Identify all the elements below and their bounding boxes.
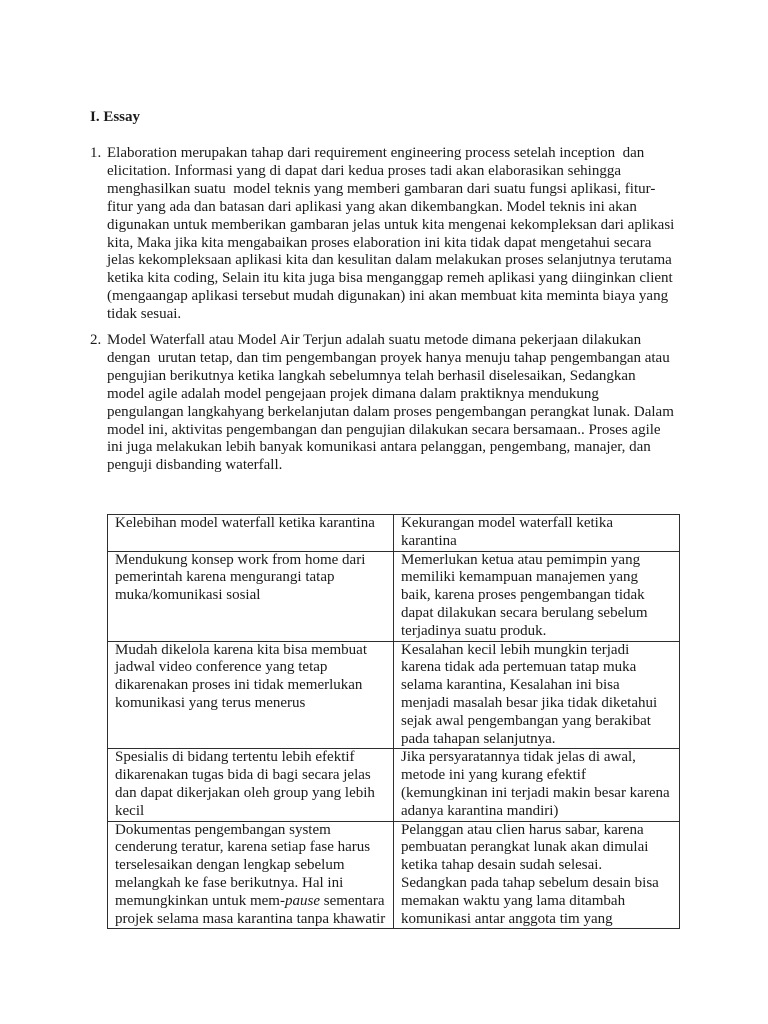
section-heading: I. Essay (90, 109, 141, 125)
paragraph-line: fitur yang ada dan batasan dari aplikasi yang akan dikembangkan. Model teknis ini akan (107, 198, 637, 215)
comparison-table (107, 514, 680, 929)
disadvantage-cell (394, 641, 680, 749)
header-advantages (108, 515, 394, 552)
cell-line: metode ini yang kurang efektif (401, 767, 586, 784)
cell-line: muka/komunikasi sosial (115, 587, 261, 604)
cell-line: sejak awal pengembangan yang berakibat (401, 712, 651, 729)
cell-line: melangkah ke fase berikutnya. Hal ini (115, 874, 344, 891)
item-paragraph (107, 332, 690, 475)
paragraph-line: Elaboration merupakan tahap dari requirement engineering process setelah inception dan (107, 145, 645, 161)
cell-line: menjadi masalah besar jika tidak diketahui (401, 694, 658, 711)
table-header-row (108, 515, 680, 552)
cell-line: Mudah dikelola karena kita bisa membuat (115, 641, 368, 658)
advantage-cell (108, 551, 394, 641)
paragraph-line: model agile adalah model pengejaan projek dimana dalam praktiknya mendukung (107, 385, 599, 402)
disadvantage-cell (394, 749, 680, 821)
cell-line: Mendukung konsep work from home dari (115, 551, 366, 568)
cell-line: cenderung teratur, karena setiap fase harus (115, 839, 371, 856)
cell-line: memakan waktu yang lama ditambah (401, 892, 626, 909)
paragraph-line: Model Waterfall atau Model Air Terjun adalah suatu metode dimana pekerjaan dilakukan (107, 332, 642, 348)
cell-line: dan dapat dikerjakan oleh group yang lebih (115, 784, 375, 801)
cell-line: dikarenakan proses ini tidak memerlukan (115, 677, 363, 694)
cell-line: Pelanggan atau clien harus sabar, karena (401, 821, 644, 838)
item-number: 1. (90, 145, 102, 161)
paragraph-line: (mengaangap aplikasi tersebut mudah digunakan) ini akan membuat kita meminta biaya yang (107, 288, 669, 305)
cell-line: pembuatan perangkat lunak akan dimulai (401, 839, 649, 856)
advantage-cell (108, 641, 394, 749)
paragraph-line: pengulangan langkahyang berkelanjutan dalam proses pengembangan perangkat lunak. Dalam (107, 403, 674, 420)
cell-line-text: memungkinkan untuk mem- (115, 892, 285, 909)
cell-line: Sedangkan pada tahap sebelum desain bisa (401, 874, 659, 891)
cell-line: terjadinya suatu produk. (401, 622, 547, 639)
cell-line: dapat dilakukan secara berulang sebelum (401, 604, 648, 621)
table-row (108, 821, 680, 929)
paragraph-line: jelas kekompleksaan aplikasi kita dan kesulitan dalam melakukan proses selanjutnya terutama (107, 252, 672, 269)
cell-line: terselesaikan dengan lengkap sebelum (115, 857, 345, 874)
table-row (108, 641, 680, 749)
essay-item-1 (90, 145, 690, 324)
cell-line: jadwal video conference yang tetap (115, 659, 328, 676)
cell-line: pemerintah karena mengurangi tatap (115, 569, 335, 586)
italic-word: pause (284, 892, 320, 909)
cell-line: projek selama masa karantina tanpa khawatir (115, 910, 386, 927)
cell-line: Dokumentas pengembangan system (115, 821, 331, 838)
cell-line: kecil (115, 802, 145, 819)
cell-line: Kelebihan model waterfall ketika karantina (115, 515, 375, 531)
cell-line: pada tahapan selanjutnya. (401, 730, 556, 747)
cell-line: komunikasi yang terus menerus (115, 694, 306, 711)
cell-line: memiliki kemampuan manajemen yang (401, 569, 639, 586)
essay-item-2 (90, 332, 690, 475)
table-row (108, 551, 680, 641)
paragraph-line: tidak sesuai. (107, 306, 182, 323)
paragraph-line: menghasilkan suatu model teknis yang memberi gambaran dari suatu fungsi aplikasi, fitur- (107, 180, 656, 197)
item-paragraph (107, 145, 690, 324)
cell-line: baik, karena proses pengembangan tidak (401, 587, 645, 604)
paragraph-line: ketika kita coding, Selain itu kita juga bisa menganggap remeh aplikasi yang diinginkan client (107, 270, 673, 287)
paragraph-line: dengan urutan tetap, dan tim pengembangan proyek hanya menuju tahap pengembangan atau (107, 349, 670, 366)
advantage-cell (108, 821, 394, 929)
paragraph-line: pengujian berikutnya ketika langkah sebelumnya telah berhasil diselesaikan, Sedangkan (107, 367, 636, 384)
cell-line: adanya karantina mandiri) (401, 802, 559, 819)
disadvantage-cell (394, 821, 680, 929)
cell-line (115, 893, 389, 911)
cell-line-text: sementara (319, 892, 385, 909)
cell-line: (kemungkinan ini terjadi makin besar karena (401, 784, 670, 801)
paragraph-line: penguji disbanding waterfall. (107, 457, 283, 474)
cell-line: Spesialis di bidang tertentu lebih efektif (115, 749, 355, 766)
paragraph-line: elicitation. Informasi yang di dapat dari kedua proses tadi akan elaborasikan sehingga (107, 162, 621, 179)
cell-line: dikarenakan tugas bida di bagi secara jelas (115, 767, 371, 784)
table-row (108, 749, 680, 821)
cell-line: selama karantina, Kesalahan ini bisa (401, 677, 620, 694)
disadvantage-cell (394, 551, 680, 641)
cell-line: karantina (401, 532, 457, 549)
paragraph-line: kita, Maka jika kita mengabaikan proses elaboration ini kita tidak dapat mengetahui secara (107, 234, 652, 251)
cell-line: Memerlukan ketua atau pemimpin yang (401, 551, 641, 568)
cell-line: ketika tahap desain sudah selesai. (401, 857, 603, 874)
cell-line: Kesalahan kecil lebih mungkin terjadi (401, 641, 630, 658)
paragraph-line: model ini, aktivitas pengembangan dan pengujian dilakukan secara bersamaan.. Proses agile (107, 421, 661, 438)
item-number: 2. (90, 332, 102, 348)
cell-line: Jika persyaratannya tidak jelas di awal, (401, 749, 636, 766)
cell-line: karena tidak ada pertemuan tatap muka (401, 659, 637, 676)
advantage-cell (108, 749, 394, 821)
paragraph-line: digunakan untuk memberikan gambaran jelas untuk kita mengenai kekompleksan dari aplikasi (107, 216, 675, 233)
paragraph-line: ini juga melakukan lebih banyak komunikasi antara pelanggan, pengembang, manajer, dan (107, 439, 651, 456)
header-disadvantages (394, 515, 680, 552)
cell-line: komunikasi antar anggota tim yang (401, 910, 613, 927)
cell-line: Kekurangan model waterfall ketika (401, 515, 613, 531)
